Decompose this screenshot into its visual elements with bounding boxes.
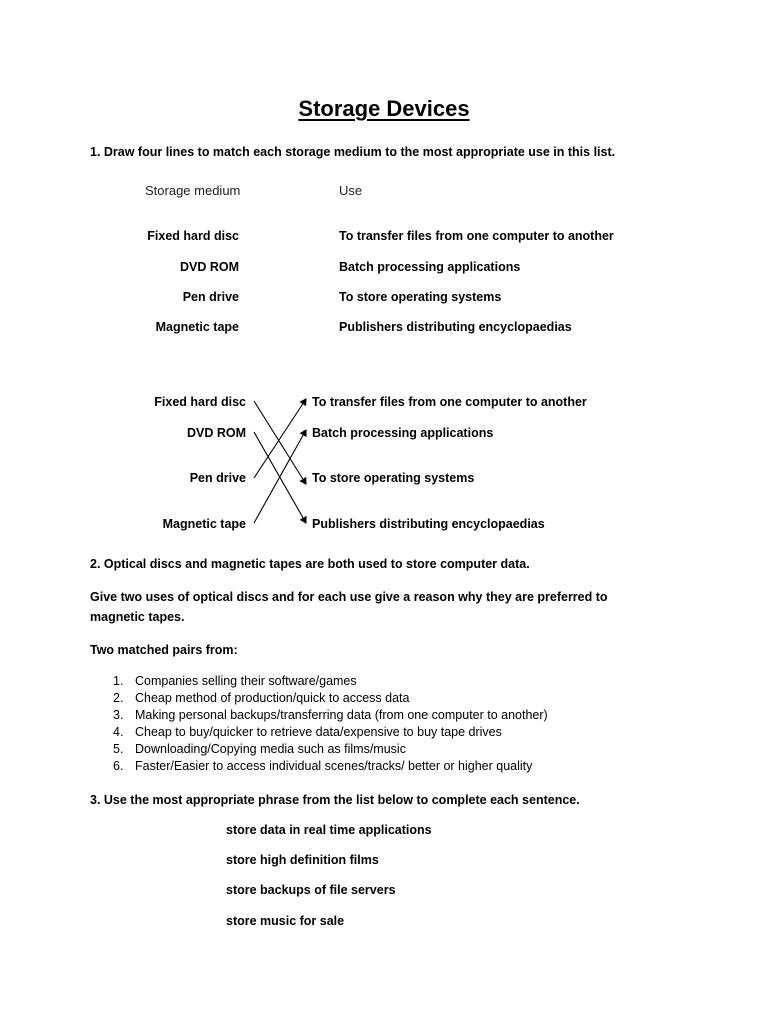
answer-list — [113, 673, 548, 775]
answer-medium-2: DVD ROM — [186, 426, 246, 440]
answer-medium-3: Pen drive — [189, 471, 246, 485]
question-2-text: 2. Optical discs and magnetic tapes are both used to store computer data. — [90, 557, 530, 571]
phrase-2: store high definition films — [226, 853, 379, 867]
table-medium-3: Pen drive — [182, 290, 239, 304]
answer-use-3: To store operating systems — [312, 471, 475, 485]
phrase-4: store music for sale — [226, 914, 345, 928]
answer-use-2: Batch processing applications — [312, 426, 494, 440]
question-3-text: 3. Use the most appropriate phrase from the list below to complete each sentence. — [90, 793, 580, 807]
match-line-pen-drive — [254, 399, 306, 478]
list-item: 1. Companies selling their software/games — [113, 674, 357, 688]
phrase-3: store backups of file servers — [226, 883, 396, 897]
table-header-use: Use — [339, 183, 363, 198]
match-line-fixed-hard-disc — [254, 401, 306, 484]
question-2-prompt: Give two uses of optical discs and for each use give a reason why they are preferred to magnetic tapes. — [90, 590, 608, 624]
answer-use-1: To transfer files from one computer to another — [312, 395, 587, 409]
table-medium-1: Fixed hard disc — [147, 229, 239, 243]
table-use-1: To transfer files from one computer to another — [339, 229, 614, 243]
table-medium-2: DVD ROM — [179, 260, 239, 274]
answer-medium-1: Fixed hard disc — [154, 395, 246, 409]
table-use-4: Publishers distributing encyclopaedias — [339, 320, 572, 334]
list-item: 5. Downloading/Copying media such as films/music — [113, 742, 406, 756]
table-use-3: To store operating systems — [339, 290, 502, 304]
answer-medium-4: Magnetic tape — [162, 517, 246, 531]
table-medium-4: Magnetic tape — [155, 320, 239, 334]
question-2-answer-intro: Two matched pairs from: — [90, 643, 238, 657]
matching-lines-diagram — [0, 380, 768, 540]
page-title: Storage Devices — [298, 96, 470, 121]
phrase-1: store data in real time applications — [226, 823, 432, 837]
list-item: 4. Cheap to buy/quicker to retrieve data/expensive to buy tape drives — [113, 725, 502, 739]
table-header-medium: Storage medium — [145, 183, 241, 198]
list-item: 3. Making personal backups/transferring data (from one computer to another) — [113, 708, 548, 722]
list-item: 6. Faster/Easier to access individual scenes/tracks/ better or higher quality — [113, 759, 533, 773]
table-use-2: Batch processing applications — [339, 260, 521, 274]
answer-use-4: Publishers distributing encyclopaedias — [312, 517, 545, 531]
question-1-text: 1. Draw four lines to match each storage medium to the most appropriate use in this list. — [90, 145, 616, 159]
list-item: 2. Cheap method of production/quick to access data — [113, 691, 410, 705]
